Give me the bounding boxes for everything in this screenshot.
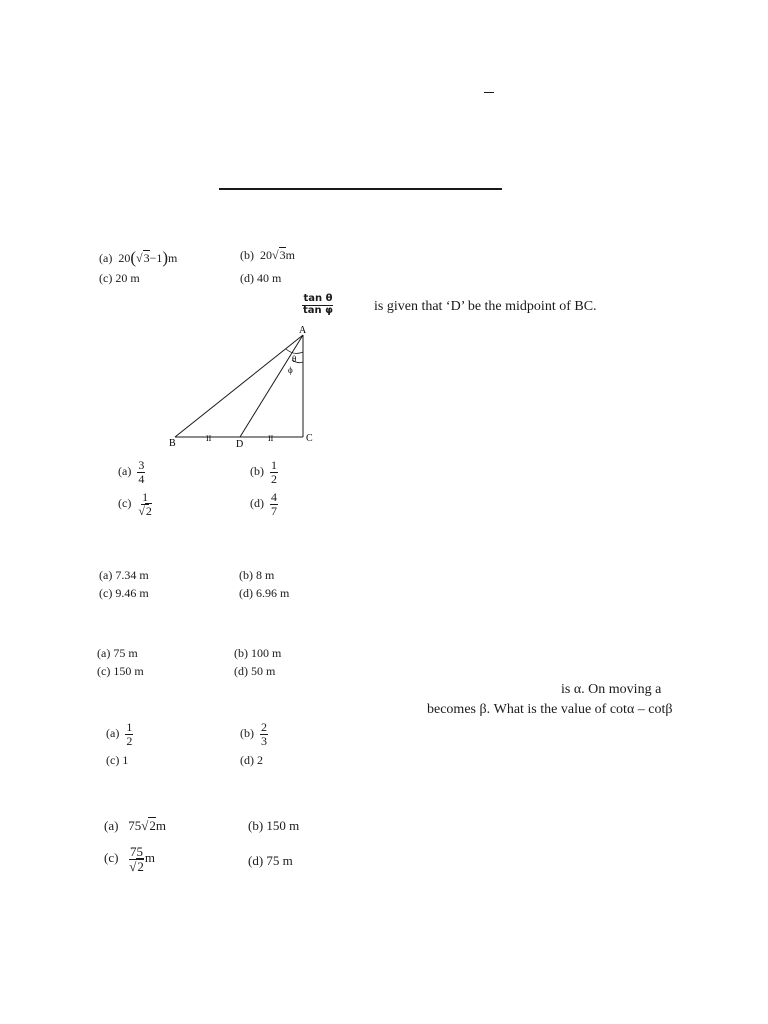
q6-c-label: (c) [104,850,119,866]
q4-option-c: (c) 150 m [97,664,144,678]
median-ad [240,335,303,437]
q5-option-c: (c) 1 [106,753,129,767]
q4-option-a: (a) 75 m [97,646,138,660]
q6-a-coef: 75 [128,818,142,833]
q3-option-d: (d) 6.96 m [239,586,290,600]
q5-b-num: 2 [261,720,267,734]
q2-c-label: (c) [118,495,132,510]
q5-b-label: (b) [240,725,254,740]
q4-option-d: (d) 50 m [234,664,276,678]
q5-option-b [240,721,268,747]
q3-option-b: (b) 8 m [239,568,275,582]
q1-a-rest: −1 [149,251,163,265]
vertex-a-label: A [299,325,307,336]
q6-c-unit: m [144,850,155,866]
q1-option-a: (a) 20(√3−1)m [99,248,178,267]
q6-option-c: (c) $\frac{75}{√2}$ m [104,844,155,874]
section-divider [219,188,502,190]
q6-option-b: (b) 150 m [248,818,300,833]
q2-c-den-root: 2 [145,503,152,518]
q5-text-line1: is α. On moving a [561,682,662,697]
q6-c-den-root: 2 [137,858,144,874]
q2-d-label: (d) [250,495,264,510]
q1-b-root: 3 [279,248,286,262]
q2-a-label: (a) [118,463,132,478]
q5-option-a [106,721,133,747]
q5-b-den: 3 [261,733,267,748]
q1-option-b: (b) 20√3m [240,248,295,262]
side-ab [175,335,303,437]
q2-b-den: 2 [271,471,277,486]
q1-a-root: 3 [143,251,150,265]
tick-mark-bd: II [206,434,212,443]
q1-option-c: (c) 20 m [99,271,140,285]
theta-label: θ [292,354,297,364]
q3-option-c: (c) 9.46 m [99,586,149,600]
q2-option-a [118,459,145,485]
q2-b-label: (b) [250,463,264,478]
q5-a-num: 1 [126,720,133,734]
q2-b-num: 1 [271,458,277,472]
q2-ratio [302,294,334,316]
vertex-b-label: B [169,438,176,449]
phi-label: ϕ [288,365,293,375]
q6-a-unit: m [155,818,166,833]
q2-c-num: 1 [142,490,149,504]
q2-d-den: 7 [271,503,277,518]
q1-b-unit: m [285,248,295,262]
q1-b-coef: 20 [260,248,272,262]
q3-option-a: (a) 7.34 m [99,568,149,582]
q5-text-line2: becomes β. What is the value of cotα – cotβ [427,702,673,717]
q2-a-num: 3 [138,458,145,472]
q1-b-label: (b) [240,248,254,262]
q6-c-num: 75 [130,844,143,859]
stray-dash [484,92,494,93]
q1-option-d: (d) 40 m [240,271,282,285]
vertex-c-label: C [306,433,313,444]
q6-a-label: (a) [104,818,119,833]
q1-a-unit: m [168,251,178,265]
q2-option-b [250,459,278,485]
q2-text: is given that ‘D’ be the midpoint of BC. [374,299,597,314]
q2-a-den: 4 [138,471,145,486]
q2-option-d [250,491,278,517]
q2-triangle-figure [160,322,330,452]
q2-ratio-den: tan φ [303,304,333,316]
q6-a-root: 2 [149,818,156,833]
q5-a-den: 2 [126,733,133,748]
q2-ratio-num: tan θ [303,293,333,304]
q5-a-label: (a) [106,725,120,740]
q4-option-b: (b) 100 m [234,646,282,660]
q2-option-c: (c) $\frac{1}{√2}$ [118,490,152,518]
q1-a-coef: 20 [118,251,131,265]
tick-mark-dc: II [268,434,274,443]
q6-option-d: (d) 75 m [248,853,293,868]
point-d-label: D [236,439,244,450]
q6-option-a: (a) 75√2m [104,818,166,833]
q5-option-d: (d) 2 [240,753,263,767]
q2-d-num: 4 [271,490,277,504]
q1-a-label: (a) [99,251,113,265]
